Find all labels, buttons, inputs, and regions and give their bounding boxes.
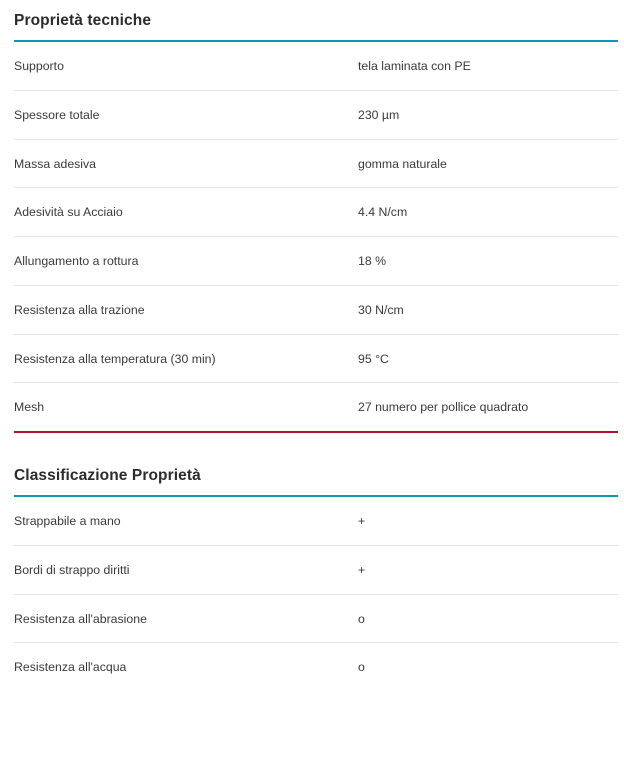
property-classification-table — [14, 497, 618, 691]
property-label: Supporto — [14, 59, 64, 73]
property-value: 18 % — [358, 254, 387, 268]
table-row — [14, 594, 618, 643]
table-row — [14, 285, 618, 334]
property-label: Resistenza all'acqua — [14, 660, 127, 675]
property-label: Resistenza all'abrasione — [14, 611, 147, 626]
section-title-technical-properties: Proprietà tecniche — [14, 12, 152, 29]
table-row — [14, 545, 618, 594]
table-row — [14, 383, 618, 431]
section-title-property-classification: Classificazione Proprietà — [14, 467, 201, 484]
property-value: + — [358, 562, 366, 577]
property-value: gomma naturale — [358, 156, 447, 171]
property-label: Adesività su Acciaio — [14, 205, 123, 220]
property-value: tela laminata con PE — [358, 59, 471, 73]
table-row — [14, 237, 618, 286]
technical-properties-table — [14, 42, 618, 431]
property-value: 95 °C — [358, 351, 389, 366]
property-value: 4.4 N/cm — [358, 205, 408, 220]
table-row — [14, 42, 618, 90]
table-row — [14, 334, 618, 383]
property-value: + — [358, 514, 366, 528]
table-row — [14, 643, 618, 691]
table-row — [14, 497, 618, 545]
property-label: Resistenza alla temperatura (30 min) — [14, 351, 216, 366]
property-label: Allungamento a rottura — [14, 254, 139, 268]
property-label: Massa adesiva — [14, 156, 97, 171]
property-label: Bordi di strappo diritti — [14, 562, 130, 577]
property-value: o — [358, 611, 365, 626]
property-value: 27 numero per pollice quadrato — [358, 400, 529, 415]
property-label: Resistenza alla trazione — [14, 302, 145, 317]
table-row — [14, 139, 618, 188]
property-label: Strappabile a mano — [14, 514, 121, 528]
section-divider-space — [0, 433, 624, 455]
table-row — [14, 90, 618, 139]
property-value: 30 N/cm — [358, 302, 404, 317]
property-label: Spessore totale — [14, 107, 100, 122]
property-label: Mesh — [14, 400, 45, 415]
property-value: 230 µm — [358, 107, 400, 122]
section-property-classification — [0, 455, 624, 691]
table-row — [14, 188, 618, 237]
property-value: o — [358, 660, 365, 675]
